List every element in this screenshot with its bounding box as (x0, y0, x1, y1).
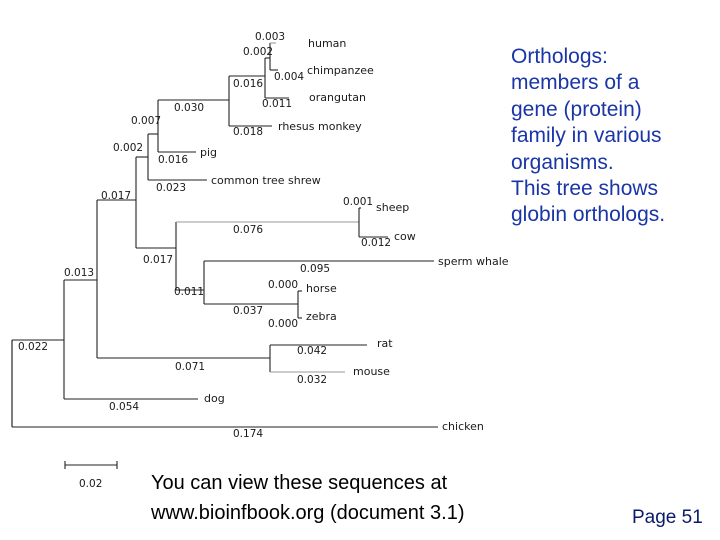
branch-length-label: 0.018 (233, 126, 264, 138)
branch-length-label: 0.000 (268, 318, 299, 330)
branch-length-label: 0.037 (233, 305, 264, 317)
branch-length-label: 0.017 (101, 190, 132, 202)
branch-length-label: 0.016 (233, 78, 264, 90)
branch-length-label: 0.071 (175, 361, 206, 373)
branch-length-label: 0.003 (255, 31, 286, 43)
description-line: gene (protein) (511, 97, 642, 121)
branch-length-label: 0.004 (274, 71, 305, 83)
branch-length-label: 0.022 (18, 341, 49, 353)
description-line: family in various (511, 124, 662, 148)
branch-length-label: 0.011 (174, 286, 205, 298)
taxon-label-pig: pig (200, 146, 218, 159)
taxon-label-horse: horse (306, 282, 337, 295)
branch-length-label: 0.011 (262, 98, 293, 110)
taxon-label-common-tree-shrew: common tree shrew (211, 174, 321, 187)
branch-length-label: 0.013 (64, 267, 95, 279)
note-line-1: You can view these sequences at (151, 472, 448, 494)
scale-bar-label: 0.02 (79, 478, 103, 490)
branch-length-label: 0.001 (343, 196, 374, 208)
taxon-label-sheep: sheep (376, 201, 410, 214)
taxon-label-dog: dog (204, 392, 225, 405)
branch-length-label: 0.023 (156, 182, 187, 194)
taxon-label-human: human (308, 37, 347, 50)
branch-length-label: 0.007 (131, 115, 162, 127)
branch-length-label: 0.012 (361, 237, 392, 249)
taxon-label-zebra: zebra (306, 310, 337, 323)
taxon-label-sperm-whale: sperm whale (438, 255, 509, 268)
taxon-label-mouse: mouse (353, 365, 390, 378)
branch-length-label: 0.002 (243, 46, 274, 58)
scale-bar (65, 461, 117, 490)
branch-length-label: 0.042 (297, 345, 328, 357)
orthologs-description (511, 44, 716, 229)
branch-length-label: 0.017 (143, 254, 174, 266)
page-number: Page 51 (632, 507, 703, 528)
taxon-label-chimpanzee: chimpanzee (307, 64, 374, 77)
branch-length-label: 0.030 (174, 102, 205, 114)
note-line-2: www.bioinfbook.org (document 3.1) (151, 502, 465, 524)
taxon-label-chicken: chicken (442, 420, 484, 433)
branch-length-label: 0.032 (297, 374, 328, 386)
branch-length-label: 0.016 (158, 154, 189, 166)
description-line: organisms. (511, 150, 614, 174)
description-line: This tree shows (511, 177, 659, 201)
taxon-label-rhesus-monkey: rhesus monkey (278, 120, 362, 133)
branch-length-label: 0.054 (109, 401, 140, 413)
branch-length-label: 0.095 (300, 263, 331, 275)
branch-length-label: 0.000 (268, 279, 299, 291)
branch-length-label: 0.076 (233, 224, 264, 236)
description-line: Orthologs: (511, 45, 608, 68)
taxon-label-cow: cow (394, 230, 416, 243)
description-line: globin orthologs. (511, 203, 666, 227)
taxon-label-orangutan: orangutan (309, 91, 366, 104)
sequence-source-note (151, 468, 465, 528)
branch-length-label: 0.174 (233, 428, 264, 440)
taxon-label-rat: rat (377, 337, 393, 350)
branch-length-label: 0.002 (113, 142, 144, 154)
description-line: members of a (511, 71, 640, 95)
